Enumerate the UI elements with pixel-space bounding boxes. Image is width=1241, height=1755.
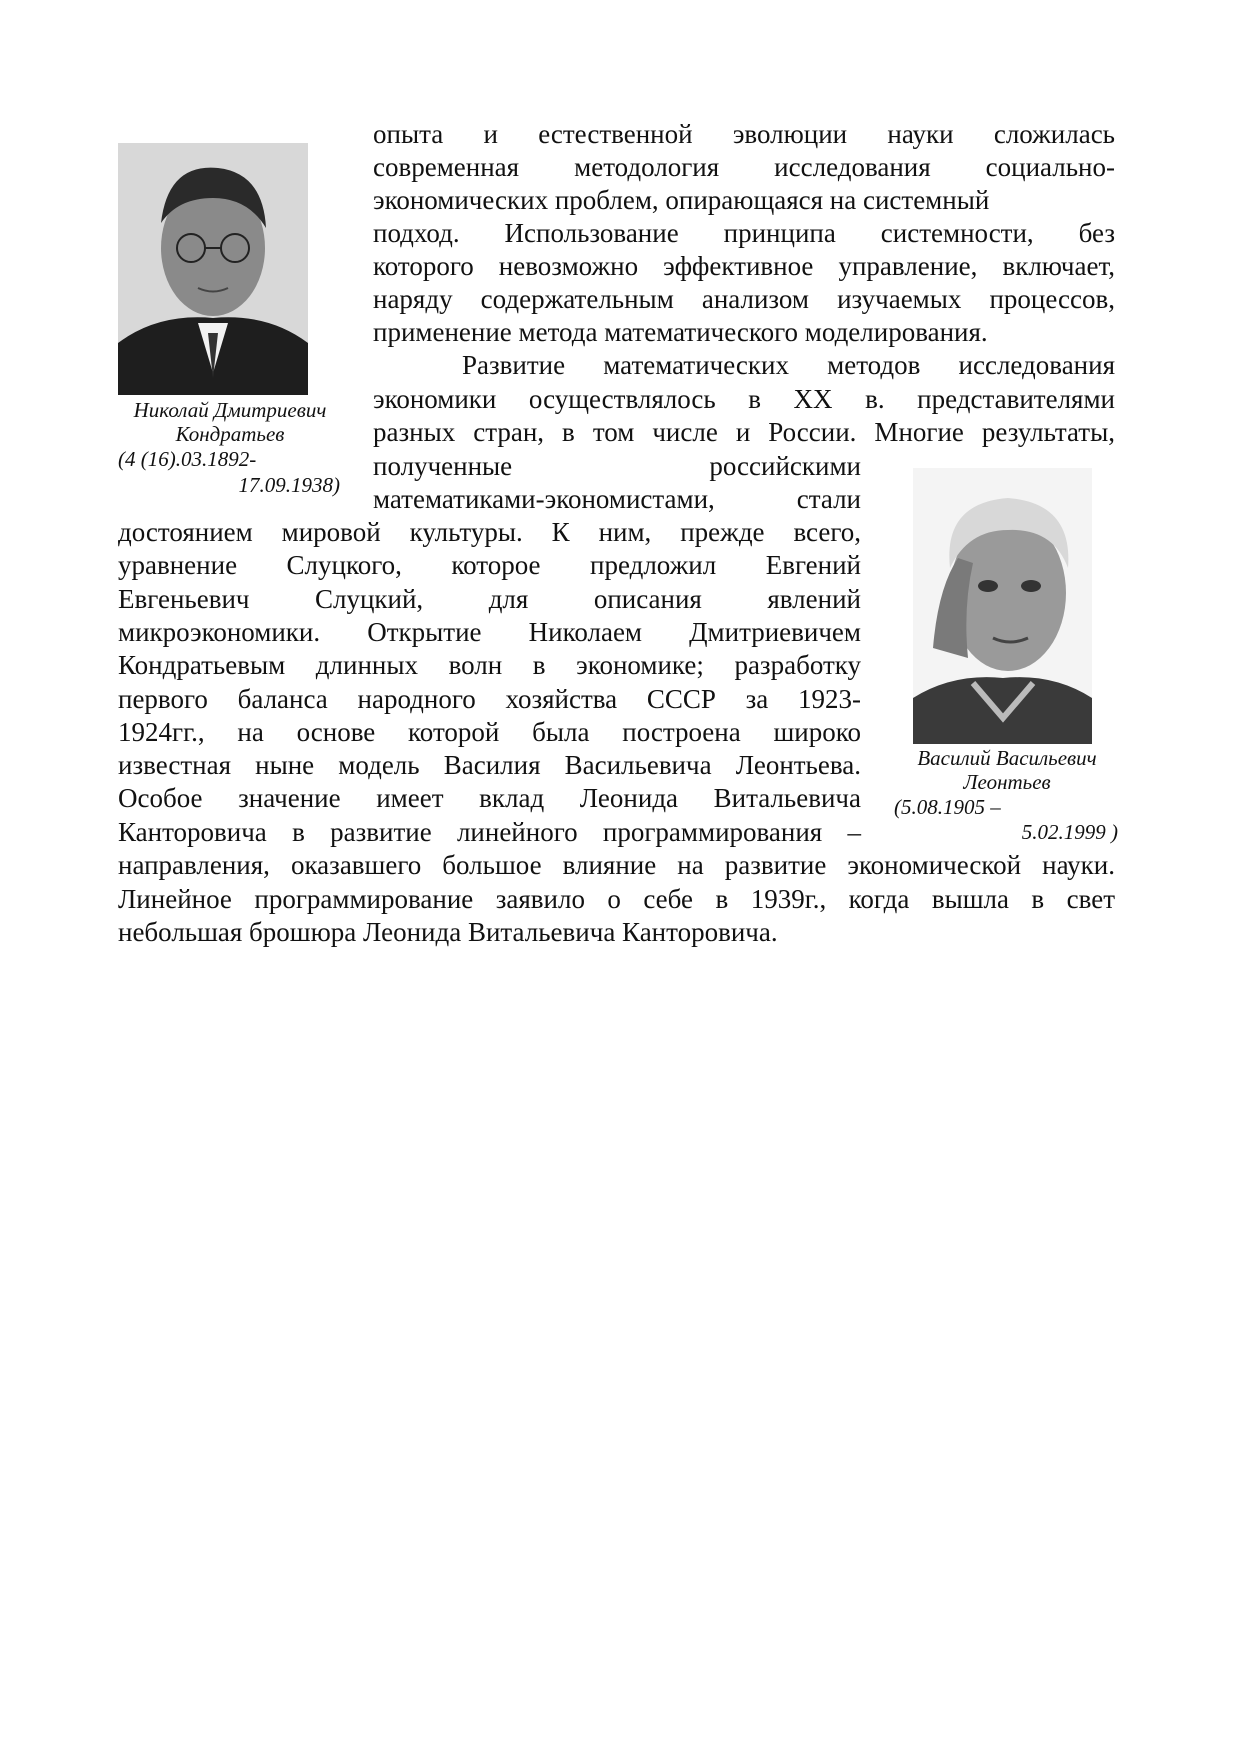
kondratiev-caption-dates-end: 17.09.1938) xyxy=(238,473,340,497)
kondratiev-caption-name: Николай Дмитриевич xyxy=(133,398,327,422)
text-line: экономики осуществлялось в XX в. представителями xyxy=(373,384,1115,414)
text-line: Линейное программирование заявило о себе в 1939г., когда вышла в свет xyxy=(118,884,1115,914)
text-line: Канторовича в развитие линейного программирования – xyxy=(118,817,861,847)
text-line: современная методология исследования социально- xyxy=(373,152,1115,182)
kondratiev-caption-surname: Кондратьев xyxy=(175,422,285,446)
leontiev-caption-dates-end: 5.02.1999 ) xyxy=(1021,820,1118,844)
text-line: подход. Использование принципа системности, без xyxy=(373,218,1115,248)
leontiev-caption-dates-start: (5.08.1905 – xyxy=(894,795,1001,819)
text-line: наряду содержательным анализом изучаемых процессов, xyxy=(373,284,1115,314)
text-line: полученные российскими xyxy=(373,451,861,481)
text-line: известная ныне модель Василия Васильевича Леонтьева. xyxy=(118,750,861,780)
text-line: достоянием мировой культуры. К ним, прежде всего, xyxy=(118,517,861,547)
leontiev-caption-surname: Леонтьев xyxy=(963,770,1051,794)
leontiev-photo xyxy=(913,468,1092,744)
text-line: первого баланса народного хозяйства СССР за 1923- xyxy=(118,684,861,714)
text-line: разных стран, в том числе и России. Многие результаты, xyxy=(373,417,1115,447)
text-line: которого невозможно эффективное управление, включает, xyxy=(373,251,1115,281)
leontiev-caption-name: Василий Васильевич xyxy=(917,746,1097,770)
kondratiev-caption-dates-start: (4 (16).03.1892- xyxy=(118,447,257,471)
text-line: математиками-экономистами, стали xyxy=(373,484,861,514)
text-line: небольшая брошюра Леонида Витальевича Канторовича. xyxy=(118,917,778,947)
text-line: экономических проблем, опирающаяся на системный xyxy=(373,185,990,215)
text-line: Евгеньевич Слуцкий, для описания явлений xyxy=(118,584,861,614)
text-line: микроэкономики. Открытие Николаем Дмитриевичем xyxy=(118,617,861,647)
kondratiev-photo xyxy=(118,143,308,395)
text-line: направления, оказавшего большое влияние на развитие экономической науки. xyxy=(118,850,1115,880)
text-line: 1924гг., на основе которой была построена широко xyxy=(118,717,861,747)
text-line: применение метода математического моделирования. xyxy=(373,317,988,347)
text-line: уравнение Слуцкого, которое предложил Евгений xyxy=(118,550,861,580)
text-line: Развитие математических методов исследования xyxy=(462,350,1115,380)
text-line: опыта и естественной эволюции науки сложилась xyxy=(373,119,1115,149)
text-line: Особое значение имеет вклад Леонида Витальевича xyxy=(118,783,861,813)
text-line: Кондратьевым длинных волн в экономике; разработку xyxy=(118,650,861,680)
